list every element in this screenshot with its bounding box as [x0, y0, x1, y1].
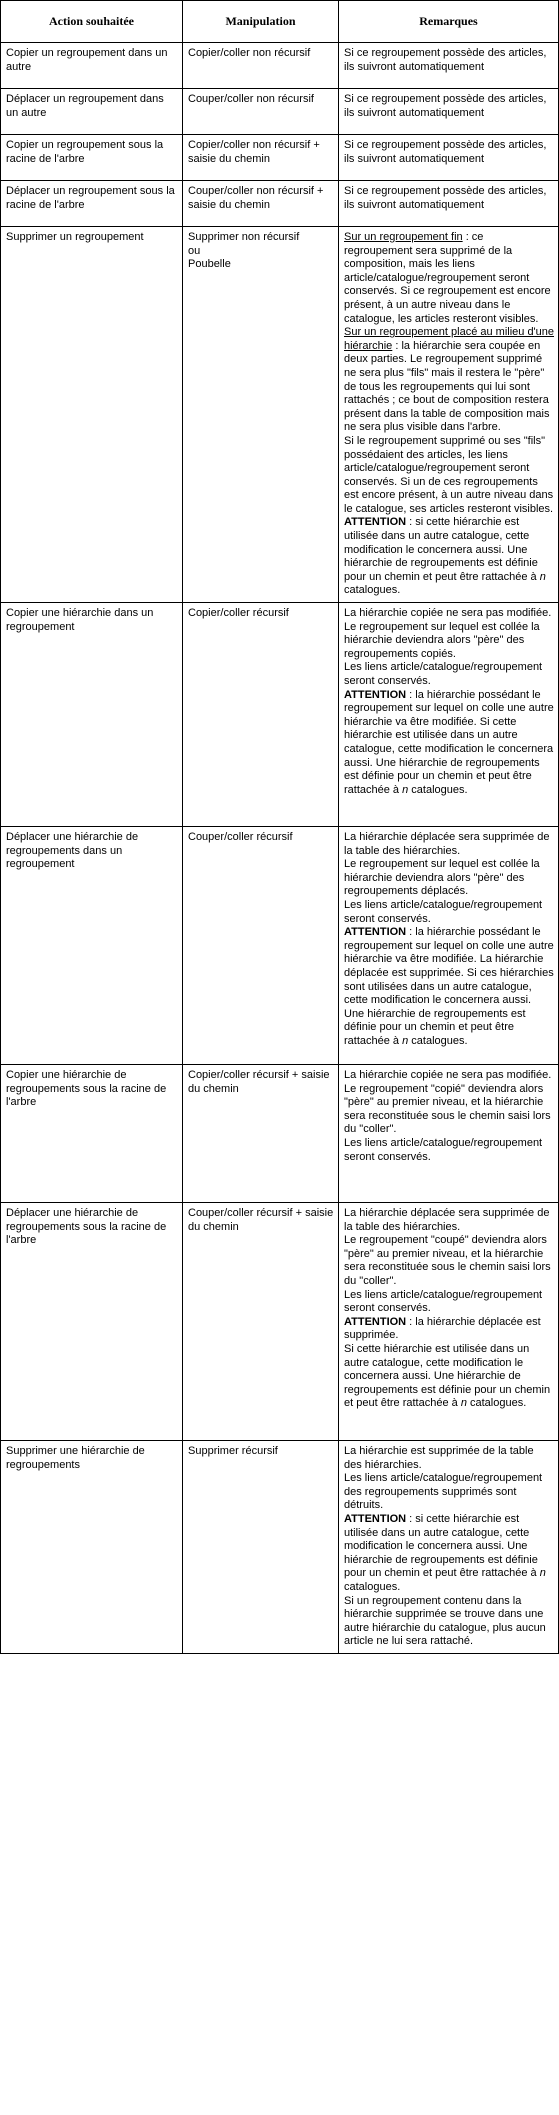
remark-paragraph: [344, 1289, 554, 1316]
table-row: [1, 1441, 559, 1654]
remarks-cell: [339, 135, 559, 181]
remark-text: La hiérarchie déplacée sera supprimée de la table des hiérarchies.: [344, 831, 550, 857]
remark-text: catalogues.: [408, 1034, 468, 1047]
remark-paragraph: [344, 185, 554, 212]
remark-text: catalogues.: [466, 1397, 527, 1410]
italic-variable: n: [539, 570, 546, 583]
remark-paragraph: [344, 47, 554, 74]
remark-text: : ce regroupement sera supprimé de la composition, mais les liens article/catalogue/regroupement seront conservés. Si ce regroupement est encore présent, à un autre niveau dans le catalogue, les articles resteront visibles.: [344, 231, 551, 325]
manipulation-line: Supprimer récursif: [188, 1445, 278, 1458]
manipulation-line: Copier/coller non récursif: [188, 47, 311, 59]
attention-label: ATTENTION: [344, 1513, 407, 1525]
remark-paragraph: [344, 831, 554, 858]
underlined-heading: Sur un regroupement placé au milieu d'une hiérarchie: [344, 326, 555, 352]
remark-paragraph: [344, 899, 554, 926]
remarks-cell: [339, 89, 559, 135]
manipulation-cell: [183, 135, 339, 181]
remark-text: : la hiérarchie sera coupée en deux parties. Le regroupement supprimé ne sera plus "fils" mais il restera le "père" de tous les regroupements qui lui sont rattachés ; ce bout de composition restera présent dans la table de composition mais ne sera plus visible dans l'arbre.: [344, 339, 550, 434]
remark-text: La hiérarchie est supprimée de la table des hiérarchies.: [344, 1445, 534, 1471]
manipulation-cell: [183, 1203, 339, 1441]
remark-paragraph: [344, 689, 554, 798]
action-cell: Copier une hiérarchie dans un regroupement: [1, 603, 183, 827]
manipulation-line: Copier/coller non récursif + saisie du chemin: [188, 139, 320, 165]
italic-variable: n: [402, 783, 409, 796]
action-cell: Supprimer un regroupement: [1, 227, 183, 603]
manipulation-cell: [183, 603, 339, 827]
table-body: [1, 43, 559, 1654]
attention-label: ATTENTION: [344, 926, 407, 939]
header-manipulation: Manipulation: [183, 1, 339, 43]
remark-text: Le regroupement "copié" deviendra alors "père" au premier niveau, et la hiérarchie sera reconstituée sous le chemin saisi lors du "coller".: [344, 1082, 551, 1136]
remark-paragraph: [344, 1472, 554, 1513]
manipulation-line: Couper/coller récursif: [188, 831, 293, 844]
action-cell: Déplacer une hiérarchie de regroupements dans un regroupement: [1, 827, 183, 1065]
manipulation-line: Couper/coller non récursif + saisie du chemin: [188, 185, 324, 211]
manipulation-cell: [183, 1065, 339, 1203]
table-row: [1, 89, 559, 135]
attention-label: ATTENTION: [344, 688, 407, 701]
italic-variable: n: [460, 1397, 467, 1410]
action-cell: Supprimer une hiérarchie de regroupements: [1, 1441, 183, 1654]
manipulation-line: Copier/coller récursif + saisie du chemin: [188, 1069, 330, 1095]
attention-label: ATTENTION: [344, 1315, 407, 1328]
remark-text: : la hiérarchie déplacée est supprimée.: [344, 1315, 541, 1342]
remark-text: catalogues.: [344, 1580, 401, 1593]
remarks-cell: [339, 181, 559, 227]
manipulation-line: Supprimer non récursif: [188, 231, 300, 243]
remarks-cell: [339, 827, 559, 1065]
remarks-cell: [339, 603, 559, 827]
remark-paragraph: [344, 607, 554, 621]
remark-text: Si un regroupement contenu dans la hiérarchie supprimée se trouve dans une autre hiérarchie du catalogue, plus aucun article ne lui sera rattaché.: [344, 1594, 546, 1648]
manipulation-cell: [183, 181, 339, 227]
remark-text: Si ce regroupement possède des articles, ils suivront automatiquement: [344, 185, 547, 211]
remark-text: La hiérarchie déplacée sera supprimée de la table des hiérarchies.: [344, 1207, 550, 1233]
manipulation-cell: [183, 227, 339, 603]
remark-paragraph: [344, 326, 554, 435]
attention-label: ATTENTION: [344, 516, 407, 529]
action-cell: Copier un regroupement dans un autre: [1, 43, 183, 89]
remark-paragraph: [344, 1316, 554, 1343]
remark-paragraph: [344, 1234, 554, 1288]
remark-paragraph: [344, 1343, 554, 1411]
action-cell: Déplacer un regroupement dans un autre: [1, 89, 183, 135]
table-row: [1, 1065, 559, 1203]
manipulation-cell: [183, 827, 339, 1065]
manipulation-line: Couper/coller récursif + saisie du chemin: [188, 1207, 334, 1233]
header-row: [1, 1, 559, 43]
remark-paragraph: [344, 1595, 554, 1649]
remark-text: Le regroupement "coupé" deviendra alors "père" au premier niveau, et la hiérarchie sera reconstituée sous le chemin saisi lors du "coller".: [344, 1234, 551, 1287]
remark-paragraph: [344, 621, 554, 662]
remark-paragraph: [344, 435, 554, 517]
remarks-cell: [339, 43, 559, 89]
remark-paragraph: [344, 1083, 554, 1137]
manipulation-line: Couper/coller non récursif: [188, 93, 314, 105]
remark-text: Les liens article/catalogue/regroupement seront conservés.: [344, 661, 543, 687]
action-cell: Copier un regroupement sous la racine de l'arbre: [1, 135, 183, 181]
remark-paragraph: [344, 516, 554, 598]
table-row: [1, 181, 559, 227]
remark-paragraph: [344, 231, 554, 326]
remark-paragraph: [344, 139, 554, 166]
remark-text: La hiérarchie copiée ne sera pas modifiée.: [344, 1069, 552, 1082]
underlined-heading: Sur un regroupement fin: [344, 231, 463, 243]
manipulation-line: Poubelle: [188, 258, 231, 271]
remark-text: Les liens article/catalogue/regroupement des regroupements supprimés sont détruits.: [344, 1472, 543, 1512]
remark-text: Si ce regroupement possède des articles, ils suivront automatiquement: [344, 139, 547, 165]
remark-paragraph: [344, 1069, 554, 1083]
remark-paragraph: [344, 1445, 554, 1472]
remark-paragraph: [344, 926, 554, 1048]
remark-text: Les liens article/catalogue/regroupement seront conservés.: [344, 899, 543, 925]
action-cell: Copier une hiérarchie de regroupements sous la racine de l'arbre: [1, 1065, 183, 1203]
remark-text: La hiérarchie copiée ne sera pas modifiée.: [344, 607, 552, 620]
manipulation-line: ou: [188, 244, 201, 257]
remark-text: Les liens article/catalogue/regroupement seront conservés.: [344, 1137, 543, 1163]
remark-text: Le regroupement sur lequel est collée la hiérarchie deviendra alors "père" des regroupements déplacés.: [344, 858, 540, 898]
remark-text: Si ce regroupement possède des articles, ils suivront automatiquement: [344, 93, 547, 119]
remark-text: : la hiérarchie possédant le regroupement sur lequel on colle une autre hiérarchie va être modifiée. La hiérarchie déplacée est supprimée. Si ces hiérarchies sont utilisées dans un autre catalogue, cette modification le concernera aussi. Une hiérarchie de regroupements est définie pour un chemin et peut être rattachée à: [344, 926, 554, 1047]
remark-text: Si cette hiérarchie est utilisée dans un autre catalogue, cette modification le concernera aussi. Une hiérarchie de regroupements est définie pour un chemin et peut être rattachée à: [344, 1342, 551, 1410]
italic-variable: n: [402, 1034, 409, 1047]
table-row: [1, 827, 559, 1065]
table-row: [1, 1203, 559, 1441]
manipulation-cell: [183, 43, 339, 89]
remark-text: Le regroupement sur lequel est collée la hiérarchie deviendra alors "père" des regroupements copiés.: [344, 620, 540, 660]
remark-paragraph: [344, 1207, 554, 1234]
action-cell: Déplacer une hiérarchie de regroupements sous la racine de l'arbre: [1, 1203, 183, 1441]
manipulation-cell: [183, 89, 339, 135]
manipulation-line: Copier/coller récursif: [188, 607, 289, 620]
remarks-cell: [339, 227, 559, 603]
remark-paragraph: [344, 93, 554, 120]
remark-paragraph: [344, 661, 554, 688]
remarks-cell: [339, 1065, 559, 1203]
manipulation-cell: [183, 1441, 339, 1654]
remark-text: : si cette hiérarchie est utilisée dans un autre catalogue, cette modification le concernera aussi. Une hiérarchie de regroupements est définie pour un chemin et peut être rattachée à: [344, 1513, 540, 1580]
remark-text: Les liens article/catalogue/regroupement seront conservés.: [344, 1288, 543, 1315]
remark-paragraph: [344, 1513, 554, 1595]
table-row: [1, 43, 559, 89]
table-row: [1, 227, 559, 603]
action-cell: Déplacer un regroupement sous la racine de l'arbre: [1, 181, 183, 227]
remark-text: catalogues.: [408, 783, 468, 796]
table-row: [1, 135, 559, 181]
remark-paragraph: [344, 858, 554, 899]
table-row: [1, 603, 559, 827]
remark-text: : si cette hiérarchie est utilisée dans un autre catalogue, cette modification le concernera aussi. Une hiérarchie de regroupements est définie pour un chemin et peut être rattachée à: [344, 516, 540, 583]
remark-text: catalogues.: [344, 584, 401, 597]
remark-text: Si le regroupement supprimé ou ses "fils" possédaient des articles, les liens article/catalogue/regroupement seront conservés. Si un de ces regroupements est encore présent, à un autre niveau dans le catalogue, ses articles resteront visibles.: [344, 434, 554, 515]
remark-paragraph: [344, 1137, 554, 1164]
italic-variable: n: [539, 1567, 546, 1580]
remarks-cell: [339, 1203, 559, 1441]
remark-text: Si ce regroupement possède des articles, ils suivront automatiquement: [344, 47, 547, 73]
remarks-cell: [339, 1441, 559, 1654]
remark-text: : la hiérarchie possédant le regroupement sur lequel on colle une autre hiérarchie va être modifiée. Si cette hiérarchie est utilisée dans un autre catalogue, cette modification le concernera aussi. Une hiérarchie de regroupements est définie pour un chemin et peut être rattachée à: [344, 688, 554, 796]
header-remarks: Remarques: [339, 1, 559, 43]
header-action: Action souhaitée: [1, 1, 183, 43]
